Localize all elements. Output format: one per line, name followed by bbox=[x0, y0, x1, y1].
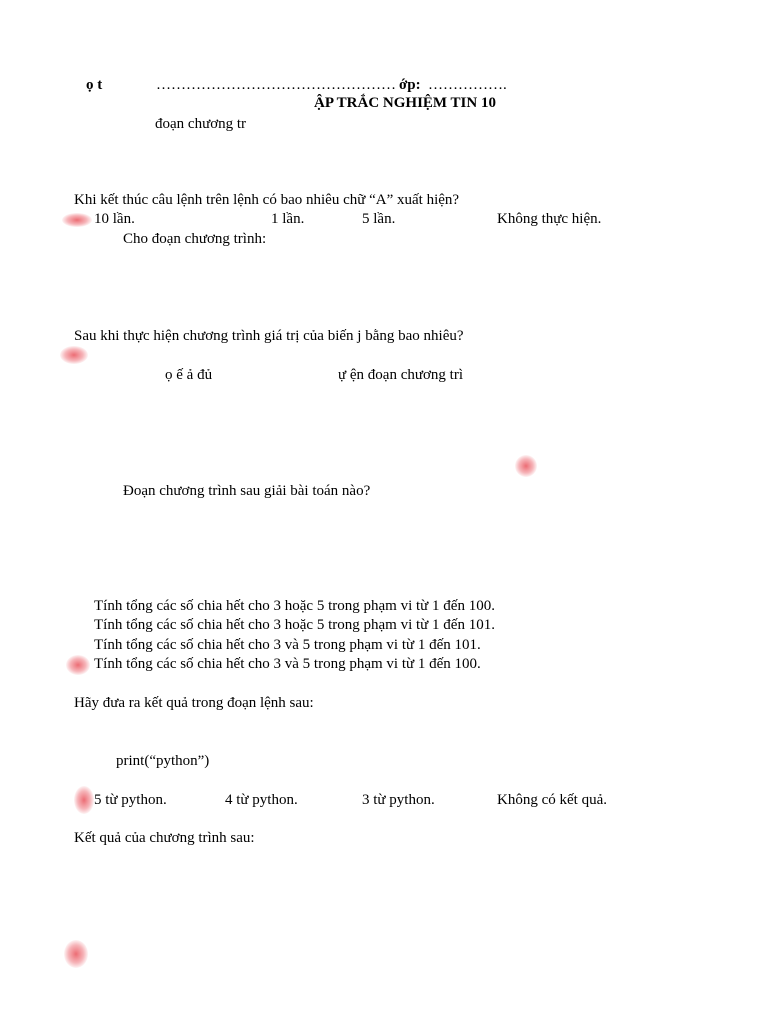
q5-question: Kết quả của chương trình sau: bbox=[74, 830, 255, 846]
q4-option-c: 3 từ python. bbox=[362, 792, 435, 808]
q1-option-c: 5 lần. bbox=[362, 211, 396, 227]
q3-option-a: Tính tổng các số chia hết cho 3 hoặc 5 trong phạm vi từ 1 đến 100. bbox=[94, 598, 495, 614]
q3-fragment-left: ọ ế ả đủ bbox=[165, 367, 213, 383]
q3-question: Đoạn chương trình sau giải bài toán nào? bbox=[123, 483, 371, 499]
q4-option-d: Không có kết quả. bbox=[497, 792, 607, 808]
name-blank: ………………………………………… bbox=[156, 77, 396, 93]
q3-option-c: Tính tổng các số chia hết cho 3 và 5 trong phạm vi từ 1 đến 101. bbox=[94, 637, 481, 653]
answer-mark-q5 bbox=[64, 940, 88, 968]
q4-option-b: 4 từ python. bbox=[225, 792, 298, 808]
q4-question: Hãy đưa ra kết quả trong đoạn lệnh sau: bbox=[74, 695, 314, 711]
q3-option-d: Tính tổng các số chia hết cho 3 và 5 trong phạm vi từ 1 đến 100. bbox=[94, 656, 481, 672]
q1-option-d: Không thực hiện. bbox=[497, 211, 602, 227]
q1-question: Khi kết thúc câu lệnh trên lệnh có bao nhiêu chữ “A” xuất hiện? bbox=[74, 192, 460, 208]
q1-option-b: 1 lần. bbox=[271, 211, 305, 227]
name-label: ọ t bbox=[86, 77, 103, 93]
q1-intro: đoạn chương tr bbox=[155, 116, 247, 132]
class-blank: ……………. bbox=[428, 77, 507, 93]
answer-mark-q1 bbox=[62, 213, 92, 227]
q3-option-b: Tính tổng các số chia hết cho 3 hoặc 5 trong phạm vi từ 1 đến 101. bbox=[94, 617, 495, 633]
answer-mark-q3 bbox=[66, 655, 90, 675]
answer-mark-q3-stray bbox=[515, 455, 537, 477]
q2-question: Sau khi thực hiện chương trình giá trị của biến j bằng bao nhiêu? bbox=[74, 328, 464, 344]
q4-option-a: 5 từ python. bbox=[94, 792, 167, 808]
answer-mark-q2 bbox=[60, 346, 88, 364]
class-label: ớp: bbox=[399, 77, 421, 93]
q4-code: print(“python”) bbox=[116, 753, 210, 769]
q2-intro: Cho đoạn chương trình: bbox=[123, 231, 267, 247]
q3-fragment-right: ự ện đoạn chương trì bbox=[338, 367, 463, 383]
q1-option-a: 10 lần. bbox=[94, 211, 135, 227]
answer-mark-q4 bbox=[74, 786, 94, 814]
page-title: ẬP TRẮC NGHIỆM TIN 10 bbox=[314, 95, 496, 111]
